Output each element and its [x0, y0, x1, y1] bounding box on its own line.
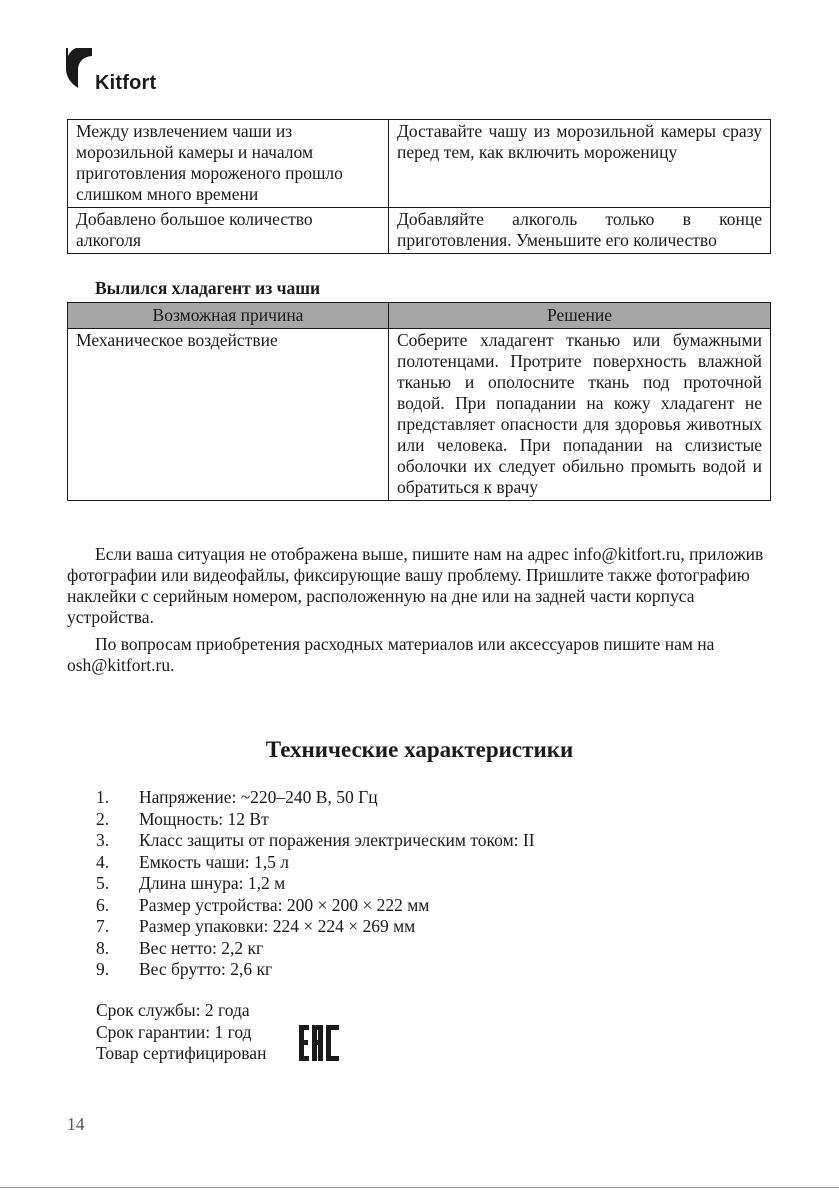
spec-text: Длина шнура: 1,2 м — [139, 873, 286, 893]
spec-text: Вес нетто: 2,2 кг — [139, 937, 264, 958]
solution-cell: Доставайте чашу из морозильной камеры сразу перед тем, как включить мороженицу — [389, 120, 771, 208]
spec-text: Класс защиты от поражения электрическим током: II — [139, 830, 535, 850]
specs-title: Технические характеристики — [265, 737, 574, 762]
spec-number: 7. — [96, 916, 110, 936]
accessories-paragraph: По вопросам приобретения расходных материалов или аксессуаров пишите нам на osh@kitfort.ru. — [67, 634, 715, 675]
spec-item — [96, 830, 535, 852]
certification-note: Товар сертифицирован — [96, 1043, 267, 1063]
spec-item — [96, 873, 535, 895]
column-header-solution: Решение — [389, 303, 771, 329]
spec-item — [96, 959, 535, 981]
column-header-cause: Возможная причина — [68, 303, 389, 329]
spec-item — [96, 852, 535, 874]
spec-text: Размер упаковки: 224 × 224 × 269 мм — [139, 916, 416, 936]
spec-item — [96, 809, 535, 831]
spec-number: 9. — [96, 959, 110, 979]
table-row — [68, 120, 771, 208]
solution-cell: Добавляйте алкоголь только в конце приготовления. Уменьшите его количество — [389, 208, 771, 254]
brand-name: Kitfort — [95, 72, 157, 94]
spec-number: 4. — [96, 851, 110, 872]
eac-certification-mark-icon — [297, 1023, 341, 1063]
kitfort-logo-icon — [66, 48, 92, 88]
warranty-period: Срок гарантии: 1 год — [96, 1021, 252, 1042]
spec-number: 5. — [96, 873, 110, 893]
solution-cell: Соберите хладагент тканью или бумажными полотенцами. Протрите поверхность влажной тканью и ополосните ткань под проточной водой. При попадании на кожу хладагент не представляет опасности для здоровья животных или человека. При попадании на слизистые оболочки их следует обильно промыть водой и обратиться к врачу — [389, 329, 771, 501]
spec-text: Напряжение: ~220–240 В, 50 Гц — [139, 787, 378, 807]
spec-text: Емкость чаши: 1,5 л — [139, 851, 289, 872]
spec-item — [96, 916, 535, 938]
service-info — [96, 1000, 266, 1065]
service-life: Срок службы: 2 года — [96, 1000, 250, 1020]
cause-cell: Между извлечением чаши из морозильной камеры и началом приготовления мороженого прошло слишком много времени — [68, 120, 389, 208]
spec-item — [96, 938, 535, 960]
table-header-row — [68, 303, 771, 329]
troubleshooting-table-continued — [67, 119, 771, 254]
spec-text: Вес брутто: 2,6 кг — [139, 959, 273, 979]
spec-text: Размер устройства: 200 × 200 × 222 мм — [139, 894, 430, 915]
spec-number: 8. — [96, 937, 110, 958]
spec-number: 3. — [96, 830, 110, 850]
coolant-leak-table — [67, 302, 771, 501]
spec-text: Мощность: 12 Вт — [139, 808, 269, 829]
contact-paragraph: Если ваша ситуация не отображена выше, пишите нам на адрес info@kitfort.ru, приложив фотографии или видеофайлы, фиксирующие вашу проблему. Пришлите также фотографию наклейки с серийным номером, расположенную на дне или на задней части корпуса устройства. — [67, 544, 764, 627]
spec-number: 1. — [96, 787, 110, 807]
spec-item — [96, 895, 535, 917]
spec-item — [96, 787, 535, 809]
section-heading: Вылился хладагент из чаши — [95, 278, 321, 298]
spec-number: 2. — [96, 808, 110, 829]
cause-cell: Механическое воздействие — [68, 329, 389, 501]
bottom-rule — [0, 1187, 839, 1188]
specs-list — [96, 787, 535, 981]
page-number: 14 — [67, 1114, 85, 1134]
brand-logo — [66, 48, 176, 98]
table-row — [68, 329, 771, 501]
spec-number: 6. — [96, 894, 110, 915]
cause-cell: Добавлено большое количество алкоголя — [68, 208, 389, 254]
table-row — [68, 208, 771, 254]
